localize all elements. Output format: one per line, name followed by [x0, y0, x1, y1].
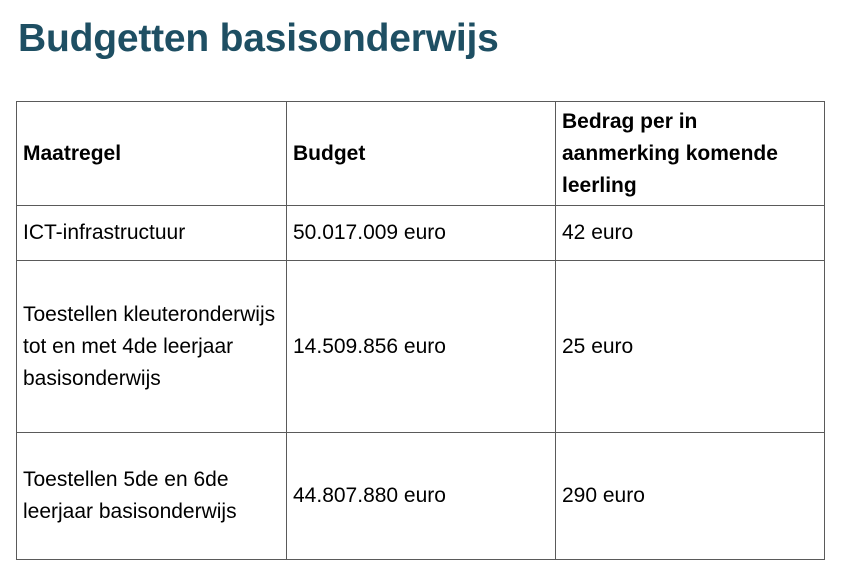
cell-bedrag: 290 euro	[556, 433, 825, 560]
page-title: Budgetten basisonderwijs	[18, 17, 499, 60]
header-maatregel: Maatregel	[17, 102, 287, 206]
cell-maatregel: Toestellen 5de en 6de leerjaar basisonderwijs	[17, 433, 287, 560]
budget-table	[16, 101, 825, 560]
cell-maatregel: ICT-infrastructuur	[17, 206, 287, 261]
cell-maatregel: Toestellen kleuteronderwijs tot en met 4de leerjaar basisonderwijs	[17, 261, 287, 433]
table-row	[17, 433, 825, 560]
cell-budget: 14.509.856 euro	[287, 261, 556, 433]
cell-budget: 50.017.009 euro	[287, 206, 556, 261]
table-row	[17, 261, 825, 433]
cell-budget: 44.807.880 euro	[287, 433, 556, 560]
cell-bedrag: 42 euro	[556, 206, 825, 261]
header-budget: Budget	[287, 102, 556, 206]
cell-bedrag: 25 euro	[556, 261, 825, 433]
table-row	[17, 206, 825, 261]
table-header-row	[17, 102, 825, 206]
header-bedrag-per-leerling: Bedrag per in aanmerking komende leerling	[556, 102, 825, 206]
